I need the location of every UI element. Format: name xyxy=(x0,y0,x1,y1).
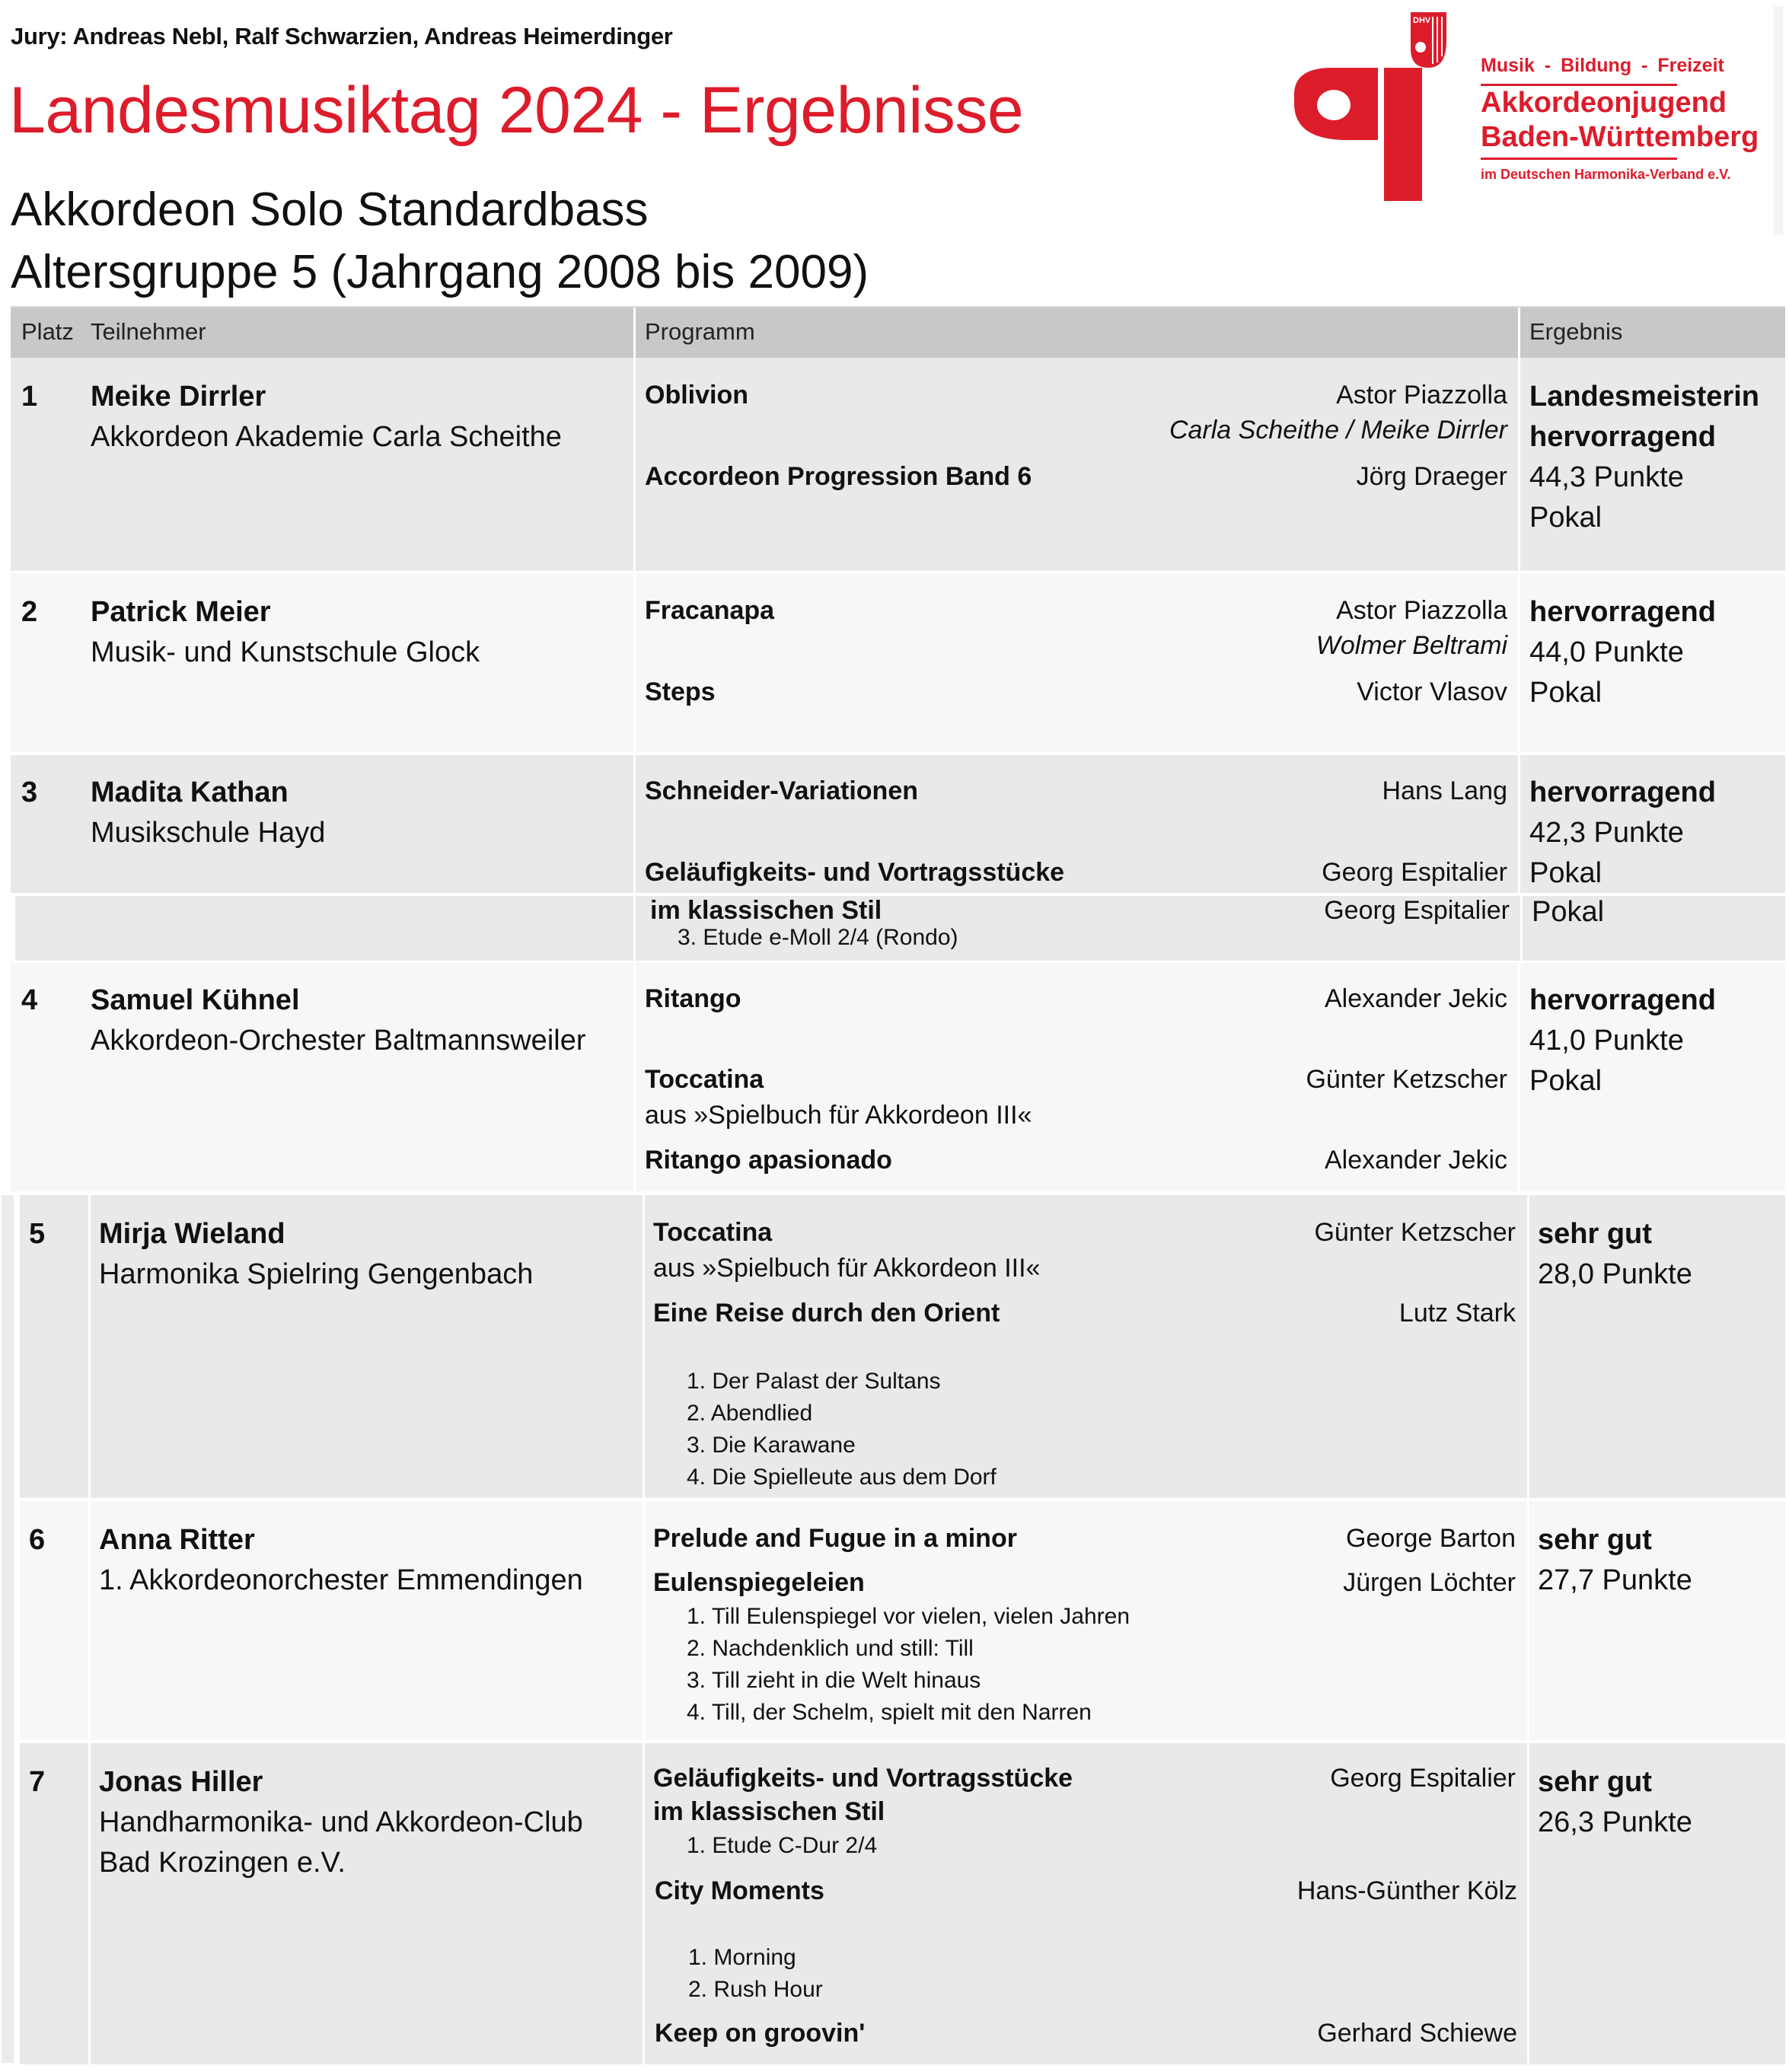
result-rating: hervorragend xyxy=(1529,596,1716,628)
participant-name: Patrick Meier xyxy=(91,596,271,628)
piece-title: Geläufigkeits- und Vortragsstücke xyxy=(645,858,1065,887)
piece-title: City Moments xyxy=(655,1876,824,1905)
piece-title: im klassischen Stil xyxy=(650,896,882,925)
piece-title: Accordeon Progression Band 6 xyxy=(645,462,1032,491)
table-row xyxy=(11,358,1785,574)
piece-composer: Hans Lang xyxy=(1382,776,1507,805)
col-header-teilnehmer: Teilnehmer xyxy=(91,318,206,345)
piece-subtitle: aus »Spielbuch für Akkordeon III« xyxy=(653,1254,1041,1283)
piece-title: Prelude and Fugue in a minor xyxy=(653,1524,1017,1553)
piece-title: Keep on groovin' xyxy=(655,2019,866,2048)
result-award: Pokal xyxy=(1532,896,1605,928)
piece-movement: 2. Abendlied xyxy=(687,1401,813,1426)
result-rating: hervorragend xyxy=(1529,776,1716,808)
piece-title: im klassischen Stil xyxy=(653,1797,885,1826)
piece-title: Eine Reise durch den Orient xyxy=(653,1299,1000,1328)
piece-composer: Günter Ketzscher xyxy=(1306,1065,1507,1094)
participant-school: Bad Krozingen e.V. xyxy=(99,1847,346,1879)
table-row xyxy=(20,1501,1785,1743)
placement: 6 xyxy=(29,1524,46,1556)
result-rating: sehr gut xyxy=(1538,1524,1652,1556)
participant-school: Handharmonika- und Akkordeon-Club xyxy=(99,1806,583,1838)
participant-name: Mirja Wieland xyxy=(99,1218,285,1250)
aj-logo xyxy=(1287,11,1759,224)
placement: 1 xyxy=(21,381,38,413)
column-divider xyxy=(1518,308,1520,358)
logo-border xyxy=(1774,6,1783,234)
placement: 5 xyxy=(29,1218,46,1250)
piece-composer: Georg Espitalier xyxy=(1322,858,1507,887)
placement: 4 xyxy=(21,984,38,1016)
piece-movement: 1. Till Eulenspiegel vor vielen, vielen Jahren xyxy=(687,1604,1130,1629)
aj-logo-mark-icon xyxy=(1287,11,1477,209)
piece-movement: 4. Die Spielleute aus dem Dorf xyxy=(687,1465,997,1490)
jury-line: Jury: Andreas Nebl, Ralf Schwarzien, Andreas Heimerdinger xyxy=(11,23,673,49)
piece-movement: 2. Nachdenklich und still: Till xyxy=(687,1636,974,1661)
piece-composer: Alexander Jekic xyxy=(1324,1146,1507,1175)
result-rating: hervorragend xyxy=(1529,421,1716,453)
logo-tagline: Musik - Bildung - Freizeit xyxy=(1481,55,1724,76)
page-edge-strip xyxy=(2,1195,14,2063)
participant-school: Musik- und Kunstschule Glock xyxy=(91,636,480,668)
column-divider xyxy=(633,308,636,358)
result-rating: hervorragend xyxy=(1529,984,1716,1016)
col-header-ergebnis: Ergebnis xyxy=(1529,318,1623,345)
piece-composer: Günter Ketzscher xyxy=(1314,1218,1516,1247)
piece-title: Fracanapa xyxy=(645,596,775,625)
logo-org-name-3: im Deutschen Harmonika-Verband e.V. xyxy=(1481,167,1731,182)
piece-movement: 1. Morning xyxy=(688,1945,796,1970)
dhv-badge-text: DHV xyxy=(1413,16,1431,25)
col-header-programm: Programm xyxy=(645,318,755,345)
piece-arranger: Carla Scheithe / Meike Dirrler xyxy=(1169,416,1507,445)
piece-title: Ritango xyxy=(645,984,741,1013)
piece-title: Ritango apasionado xyxy=(645,1146,892,1175)
participant-name: Meike Dirrler xyxy=(91,381,266,413)
piece-title: Oblivion xyxy=(645,381,748,410)
result-award: Pokal xyxy=(1529,502,1602,534)
table-row xyxy=(11,755,1785,896)
participant-school: 1. Akkordeonorchester Emmendingen xyxy=(99,1564,583,1596)
piece-title: Toccatina xyxy=(645,1065,764,1094)
piece-movement: 2. Rush Hour xyxy=(688,1977,823,2002)
piece-title: Steps xyxy=(645,677,716,706)
result-title: Landesmeisterin xyxy=(1529,381,1759,413)
result-points: 26,3 Punkte xyxy=(1538,1806,1692,1838)
participant-school: Harmonika Spielring Gengenbach xyxy=(99,1258,534,1290)
table-row xyxy=(20,1743,1785,2067)
piece-composer: Alexander Jekic xyxy=(1324,984,1507,1013)
result-rating: sehr gut xyxy=(1538,1766,1652,1798)
placement: 2 xyxy=(21,596,38,628)
result-points: 41,0 Punkte xyxy=(1529,1025,1684,1057)
piece-composer: Hans-Günther Kölz xyxy=(1296,1876,1517,1905)
piece-movement: 3. Etude e-Moll 2/4 (Rondo) xyxy=(678,925,958,950)
logo-divider xyxy=(1481,158,1677,160)
participant-name: Anna Ritter xyxy=(99,1524,255,1556)
result-points: 42,3 Punkte xyxy=(1529,817,1684,849)
piece-movement: 3. Die Karawane xyxy=(687,1433,856,1458)
piece-movement: 1. Der Palast der Sultans xyxy=(687,1369,941,1394)
logo-org-name-2: Baden-Württemberg xyxy=(1481,121,1759,153)
participant-school: Akkordeon-Orchester Baltmannsweiler xyxy=(91,1025,586,1057)
participant-school: Akkordeon Akademie Carla Scheithe xyxy=(91,421,562,453)
result-rating: sehr gut xyxy=(1538,1218,1652,1250)
category-title: Akkordeon Solo Standardbass xyxy=(11,183,649,236)
participant-name: Jonas Hiller xyxy=(99,1766,263,1798)
piece-composer: Jürgen Löchter xyxy=(1343,1568,1516,1597)
piece-composer: Jörg Draeger xyxy=(1356,462,1507,491)
piece-composer: Gerhard Schiewe xyxy=(1317,2019,1517,2048)
piece-movement: 3. Till zieht in die Welt hinaus xyxy=(687,1668,981,1693)
logo-divider xyxy=(1481,84,1677,86)
piece-composer: Astor Piazzolla xyxy=(1336,381,1507,410)
participant-name: Samuel Kühnel xyxy=(91,984,300,1016)
piece-composer: George Barton xyxy=(1345,1524,1516,1553)
piece-subtitle: aus »Spielbuch für Akkordeon III« xyxy=(645,1101,1032,1130)
table-row xyxy=(11,963,1785,1194)
participant-name: Madita Kathan xyxy=(91,776,289,808)
piece-movement: 1. Etude C-Dur 2/4 xyxy=(687,1833,878,1858)
result-award: Pokal xyxy=(1529,1065,1602,1097)
placement: 3 xyxy=(21,776,38,808)
result-award: Pokal xyxy=(1529,857,1602,889)
piece-title: Toccatina xyxy=(653,1218,773,1247)
piece-composer: Georg Espitalier xyxy=(1330,1764,1516,1793)
table-row xyxy=(11,573,1785,755)
piece-composer: Georg Espitalier xyxy=(1324,896,1510,925)
table-header xyxy=(11,306,1785,358)
placement: 7 xyxy=(29,1766,46,1798)
piece-title: Schneider-Variationen xyxy=(645,776,918,805)
piece-arranger: Wolmer Beltrami xyxy=(1315,631,1507,660)
participant-school: Musikschule Hayd xyxy=(91,817,326,849)
page-title: Landesmusiktag 2024 - Ergebnisse xyxy=(9,74,1024,147)
result-points: 28,0 Punkte xyxy=(1538,1258,1692,1290)
piece-movement: 4. Till, der Schelm, spielt mit den Narren xyxy=(687,1700,1092,1725)
table-row xyxy=(20,1195,1785,1501)
piece-title: Geläufigkeits- und Vortragsstücke xyxy=(653,1764,1073,1793)
result-points: 44,3 Punkte xyxy=(1529,461,1684,493)
result-points: 44,0 Punkte xyxy=(1529,636,1684,668)
piece-title: Eulenspiegeleien xyxy=(653,1568,865,1597)
piece-composer: Astor Piazzolla xyxy=(1336,596,1507,625)
col-header-platz: Platz xyxy=(21,318,74,345)
age-group-title: Altersgruppe 5 (Jahrgang 2008 bis 2009) xyxy=(11,246,869,298)
piece-composer: Lutz Stark xyxy=(1398,1299,1516,1328)
result-points: 27,7 Punkte xyxy=(1538,1564,1692,1596)
piece-composer: Victor Vlasov xyxy=(1357,677,1507,706)
table-row-continuation xyxy=(15,896,1785,964)
result-award: Pokal xyxy=(1529,677,1602,709)
logo-org-name-1: Akkordeonjugend xyxy=(1481,87,1727,119)
